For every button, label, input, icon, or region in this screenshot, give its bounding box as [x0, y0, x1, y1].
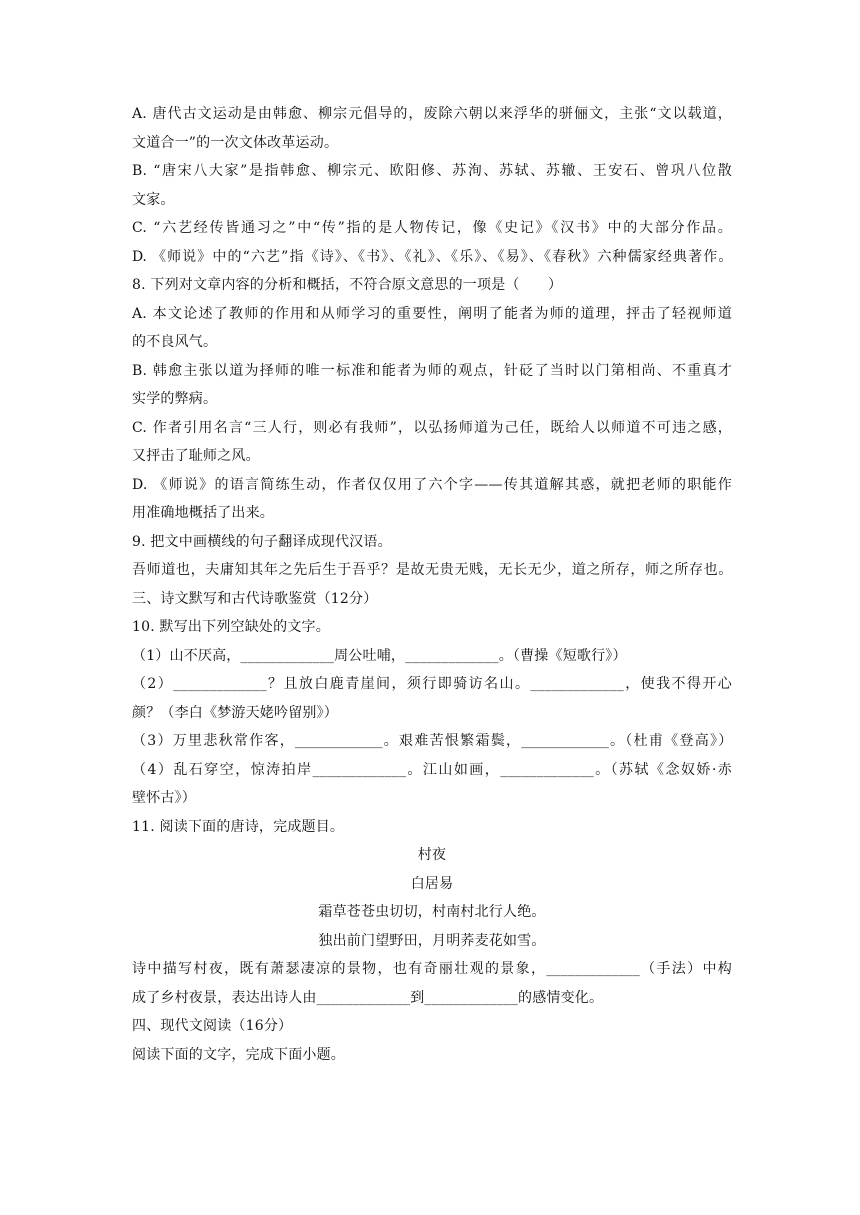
option-c-line: C. “六艺经传皆通习之”中“传”指的是人物传记，像《史记》《汉书》中的大部分作品。	[132, 220, 732, 236]
question-8-stem: 8. 下列对文章内容的分析和概括，不符合原文意思的一项是（ ）	[132, 277, 563, 293]
q8-option-b-line-1: B. 韩愈主张以道为择师的唯一标准和能者为师的观点，针砭了当时以门第相尚、不重真才	[132, 362, 732, 379]
poem-line-1: 霜草苍苍虫切切，村南村北行人绝。	[318, 904, 546, 920]
option-d-line: D. 《师说》中的“六艺”指《诗》、《书》、《礼》、《乐》、《易》、《春秋》六种儒家经典著作。	[132, 248, 732, 265]
poem-title: 村夜	[417, 847, 447, 863]
q8-option-c-line-2: 又抨击了耻师之风。	[132, 448, 260, 464]
q10-item-4-line-1: （4）乱石穿空，惊涛拍岸_____________。江山如画，_____________。（苏轼《念奴娇·赤	[132, 761, 732, 778]
option-b-line-1: B. “唐宋八大家”是指韩愈、柳宗元、欧阳修、苏洵、苏轼、苏辙、王安石、曾巩八位散	[132, 163, 732, 179]
q10-item-3: （3）万里悲秋常作客，_____________。艰难苦恨繁霜鬓，_____________。（杜甫《登高》）	[132, 733, 732, 749]
q11-question-line-2: 成了乡村夜景，表达出诗人由_____________到_____________的感情变化。	[132, 989, 604, 1006]
q10-item-4-line-2: 壁怀古》）	[132, 790, 196, 806]
option-b-line-2: 文家。	[132, 191, 175, 208]
q10-item-2-line-2: 颜？（李白《梦游天姥吟留别》）	[132, 704, 338, 721]
q10-item-1: （1）山不厌高，_____________周公吐哺，_____________。（曹操《短歌行》）	[132, 647, 627, 664]
question-9-stem: 9. 把文中画横线的句子翻译成现代汉语。	[132, 533, 392, 550]
section-4-instruction: 阅读下面的文字，完成下面小题。	[132, 1046, 345, 1063]
q8-option-b-line-2: 实学的弊病。	[132, 391, 218, 407]
section-4-heading: 四、现代文阅读（16分）	[132, 1018, 293, 1034]
question-11-stem: 11. 阅读下面的唐诗，完成题目。	[132, 818, 345, 835]
poem-line-2: 独出前门望野田，月明荞麦花如雪。	[318, 932, 546, 949]
question-9-passage: 吾师道也，夫庸知其年之先后生于吾乎？是故无贵无贱，无长无少，道之所存，师之所存也。	[132, 562, 732, 578]
section-3-heading: 三、诗文默写和古代诗歌鉴赏（12分）	[132, 590, 378, 607]
q8-option-a-line-1: A. 本文论述了教师的作用和从师学习的重要性，阐明了能者为师的道理，抨击了轻视师道	[132, 305, 732, 322]
option-a-line-2: 文道合一”的一次文体改革运动。	[132, 134, 339, 151]
q8-option-d-line-1: D. 《师说》的语言简练生动，作者仅仅用了六个字——传其道解其惑，就把老师的职能作	[132, 476, 732, 493]
q8-option-a-line-2: 的不良风气。	[132, 334, 218, 350]
poem-author: 白居易	[410, 875, 454, 892]
question-10-stem: 10. 默写出下列空缺处的文字。	[132, 619, 330, 635]
q8-option-c-line-1: C. 作者引用名言“三人行，则必有我师”，以弘扬师道为己任，既给人以师道不可违之感，	[132, 419, 732, 436]
q10-item-2-line-1: （2）_____________？且放白鹿青崖间，须行即骑访名山。_____________，使我不得开心	[132, 676, 732, 692]
option-a-line-1: A. 唐代古文运动是由韩愈、柳宗元倡导的，废除六朝以来浮华的骈俪文，主张“文以载道，	[132, 106, 732, 122]
q8-option-d-line-2: 用准确地概括了出来。	[132, 505, 274, 521]
q11-question-line-1: 诗中描写村夜，既有萧瑟凄凉的景物，也有奇丽壮观的景象，_____________（手法）中构	[132, 961, 732, 977]
document-body	[132, 100, 732, 1069]
